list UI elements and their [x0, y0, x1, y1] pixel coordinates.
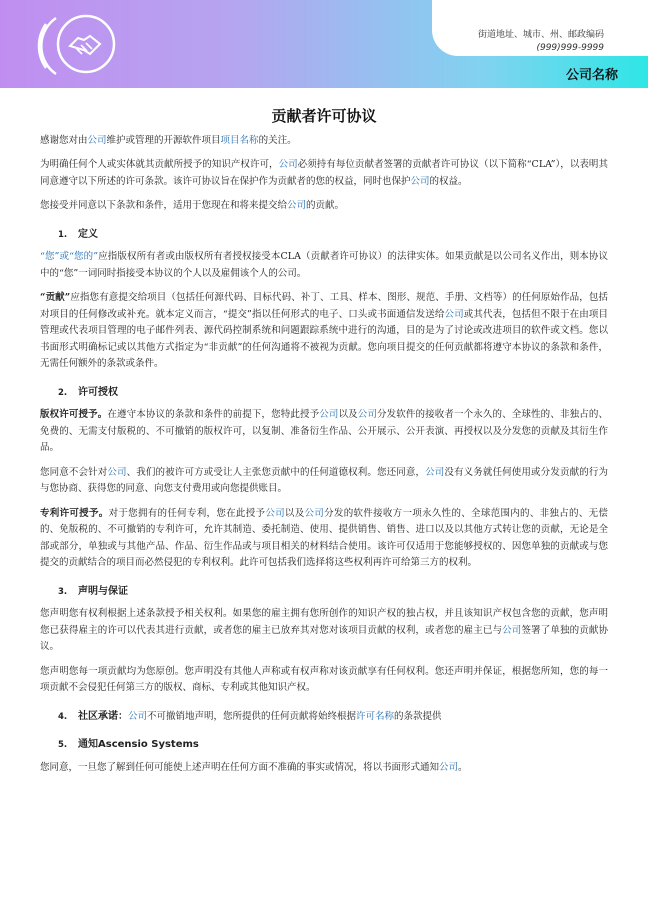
warranty-paragraph: 您声明您有权利根据上述条款授予相关权利。如果您的雇主拥有您所创作的知识产权的独占权，并且该知识产权包含您的贡献，您声明您已获得雇主的许可以代表其进行贡献，或者您的雇主已放弃其对您对该项目贡献的权利，或者您的雇主已与公司签署了单独的贡献协议。	[40, 608, 608, 652]
definition-paragraph: “您”或“您的”应指版权所有者或由版权所有者授权接受本CLA（贡献者许可协议）的法律实体。如果贡献是以公司名义作出，则本协议中的“您”一词同时指接受本协议的个人以及雇佣该个人的公司。	[40, 251, 608, 279]
section-heading: 3. 声明与保证	[58, 585, 128, 597]
section-heading-community: 4. 社区承诺： 公司不可撤销地声明，您所提供的任何贡献将始终根据许可名称的条款提供	[58, 710, 442, 722]
document-body	[40, 108, 608, 784]
license-paragraph: 您同意不会针对公司、我们的被许可方或受让人主张您贡献中的任何道德权利。您还同意，公司没有义务就任何使用或分发贡献的行为与您协商、获得您的同意、向您支付费用或向您提供账目。	[40, 466, 608, 494]
definition-paragraph: “贡献”应指您有意提交给项目（包括任何源代码、目标代码、补丁、工具、样本、图形、规范、手册、文档等）的任何原始作品，包括对项目的任何修改或补充。就本定义而言，“提交”指以任何形式的电子、口头或书面通信发送给公司或其代表，包括但不限于在由项目管理或代表项目管理的电子邮件列表、源代码控制系统和问题跟踪系统中进行的沟通，目的是为了讨论或改进项目的软件或文档。您以书面形式明确标记或以其他方式指定为“非贡献”的任何沟通将不被视为贡献。您向项目提交的任何贡献都将遵守本协议的条款和条件，无需任何额外的条款或条件。	[40, 292, 608, 369]
section-heading: 2. 许可授权	[58, 386, 118, 398]
license-paragraph: 版权许可授予。在遵守本协议的条款和条件的前提下，您特此授予公司以及公司分发软件的接收者一个永久的、全球性的、非独占的、免费的、无需支付版税的、不可撤销的版权许可，以复制、准备衍生作品、公开展示、公开表演、再授权以及分发您的贡献及其衍生作品。	[40, 409, 608, 453]
section-heading: 5. 通知Ascensio Systems	[58, 739, 199, 750]
header-banner	[0, 0, 648, 88]
handshake-icon	[28, 10, 124, 82]
street-address: 街道地址、城市、州、邮政编码	[477, 30, 604, 40]
intro-paragraph: 您接受并同意以下条款和条件，适用于您现在和将来提交给公司的贡献。	[40, 200, 345, 211]
intro-paragraph: 感谢您对由公司维护或管理的开源软件项目项目名称的关注。	[40, 134, 297, 146]
company-name: 公司名称	[565, 68, 618, 83]
notice-paragraph: 您同意，一旦您了解到任何可能使上述声明在任何方面不准确的事实或情况，将以书面形式通知公司。	[40, 761, 468, 773]
phone-number: (999)999-9999	[536, 43, 604, 53]
document-title: 贡献者许可协议	[271, 107, 377, 125]
address-block	[478, 29, 604, 55]
section-heading: 1. 定义	[58, 228, 98, 240]
warranty-paragraph: 您声明您每一项贡献均为您原创。您声明没有其他人声称或有权声称对该贡献享有任何权利。您还声明并保证，根据您所知，您的每一项贡献不会侵犯任何第三方的版权、商标、专利或其他知识产权。	[40, 665, 608, 693]
intro-paragraph: 为明确任何个人或实体就其贡献所授予的知识产权许可，公司必须持有每位贡献者签署的贡献者许可协议（以下简称“CLA”），以表明其同意遵守以下所述的许可条款。该许可协议旨在保护作为贡献者的您的权益，同时也保护公司的权益。	[40, 159, 608, 187]
license-paragraph: 专利许可授予。对于您拥有的任何专利，您在此授予公司以及公司分发的软件接收方一项永久性的、全球范围内的、非独占的、无偿的、免版税的、不可撤销的专利许可，允许其制造、委托制造、使用、提供销售、销售、进口以及以其他方式转让您的贡献，无论是全部或部分，单独或与其他产品、作品、衍生作品或与项目相关的材料结合使用。该许可仅适用于您能够授权的、因您单独的贡献或与您提交的贡献结合的项目而必然侵犯的专利权利。此许可包括我们选择将这些权利再许可给第三方的权利。	[40, 507, 608, 568]
